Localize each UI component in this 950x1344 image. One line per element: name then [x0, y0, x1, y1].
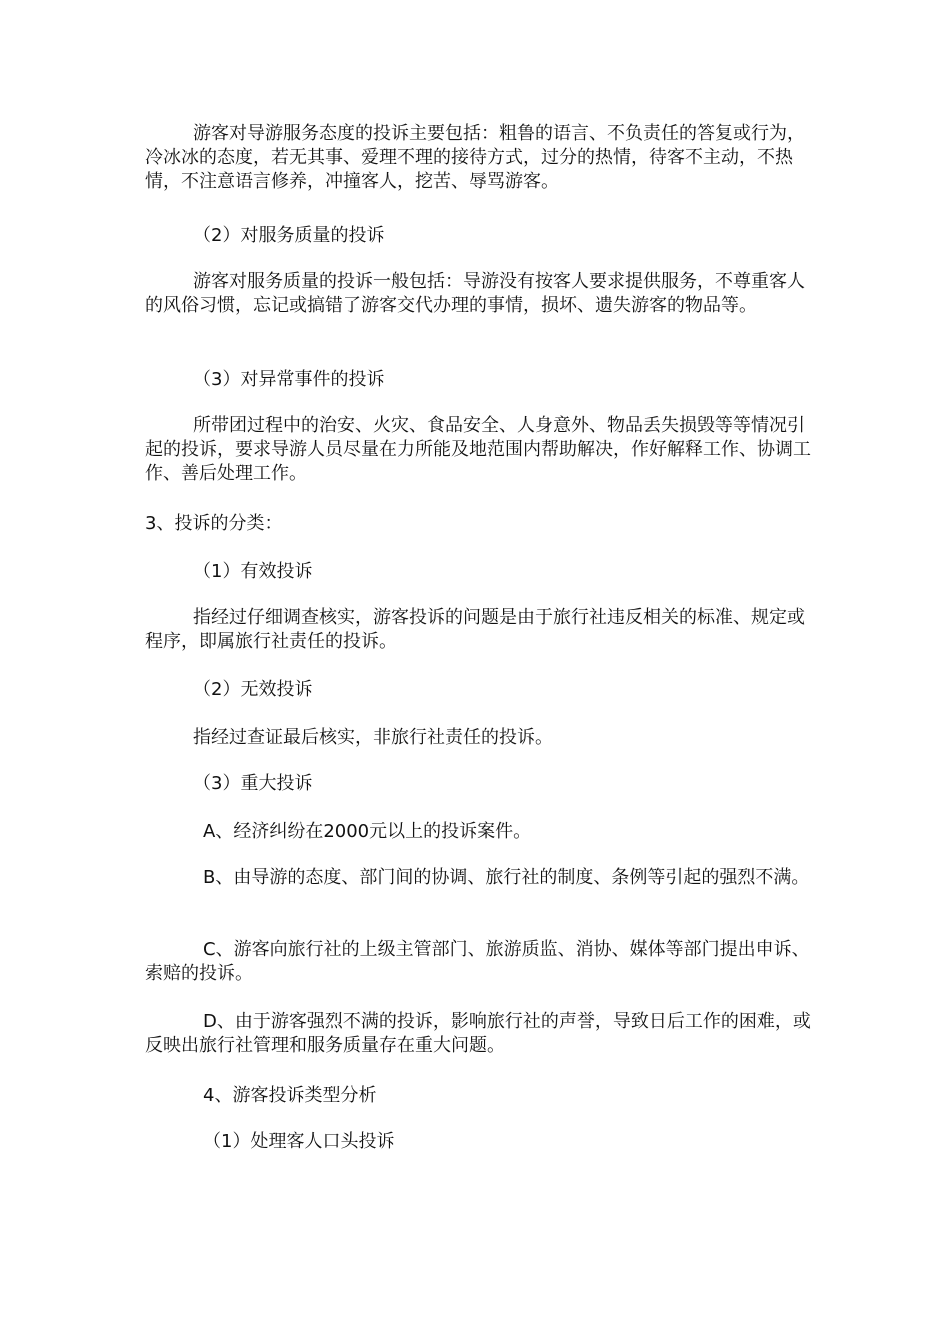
list-item-c: C、游客向旅行社的上级主管部门、旅游质监、消协、媒体等部门提出申诉、索赔的投诉。: [145, 939, 810, 984]
list-item-d: D、由于游客强烈不满的投诉，影响旅行社的声誉，导致日后工作的困难，或反映出旅行社管理和服务质量存在重大问题。: [145, 1011, 811, 1056]
paragraph-valid-complaint: 指经过仔细调查核实，游客投诉的问题是由于旅行社违反相关的标准、规定或程序，即属旅行社责任的投诉。: [145, 607, 805, 652]
paragraph-invalid-complaint: 指经过查证最后核实，非旅行社责任的投诉。: [193, 727, 553, 748]
paragraph-abnormal-events: 所带团过程中的治安、火灾、食品安全、人身意外、物品丢失损毁等等情况引起的投诉，要求导游人员尽量在力所能及地范围内帮助解决，作好解释工作、协调工作、善后处理工作。: [145, 415, 811, 484]
heading-abnormal-events: （3）对异常事件的投诉: [193, 369, 385, 390]
heading-valid-complaint: （1）有效投诉: [193, 561, 313, 582]
heading-verbal-complaint: （1）处理客人口头投诉: [203, 1131, 395, 1152]
paragraph-service-quality: 游客对服务质量的投诉一般包括：导游没有按客人要求提供服务，不尊重客人的风俗习惯，忘记或搞错了游客交代办理的事情，损坏、遗失游客的物品等。: [145, 271, 805, 316]
paragraph-service-attitude: 游客对导游服务态度的投诉主要包括：粗鲁的语言、不负责任的答复或行为，冷冰冰的态度，若无其事、爱理不理的接待方式，过分的热情，待客不主动，不热情，不注意语言修养，冲撞客人，挖苦、辱骂游客。: [145, 123, 805, 192]
heading-major-complaint: （3）重大投诉: [193, 773, 313, 794]
section-heading-classification: 3、投诉的分类：: [145, 513, 283, 534]
heading-invalid-complaint: （2）无效投诉: [193, 679, 313, 700]
heading-service-quality: （2）对服务质量的投诉: [193, 225, 385, 246]
section-heading-analysis: 4、游客投诉类型分析: [203, 1085, 377, 1106]
list-item-b: B、由导游的态度、部门间的协调、旅行社的制度、条例等引起的强烈不满。: [203, 867, 810, 888]
list-item-a: A、经济纠纷在2000元以上的投诉案件。: [203, 821, 532, 842]
